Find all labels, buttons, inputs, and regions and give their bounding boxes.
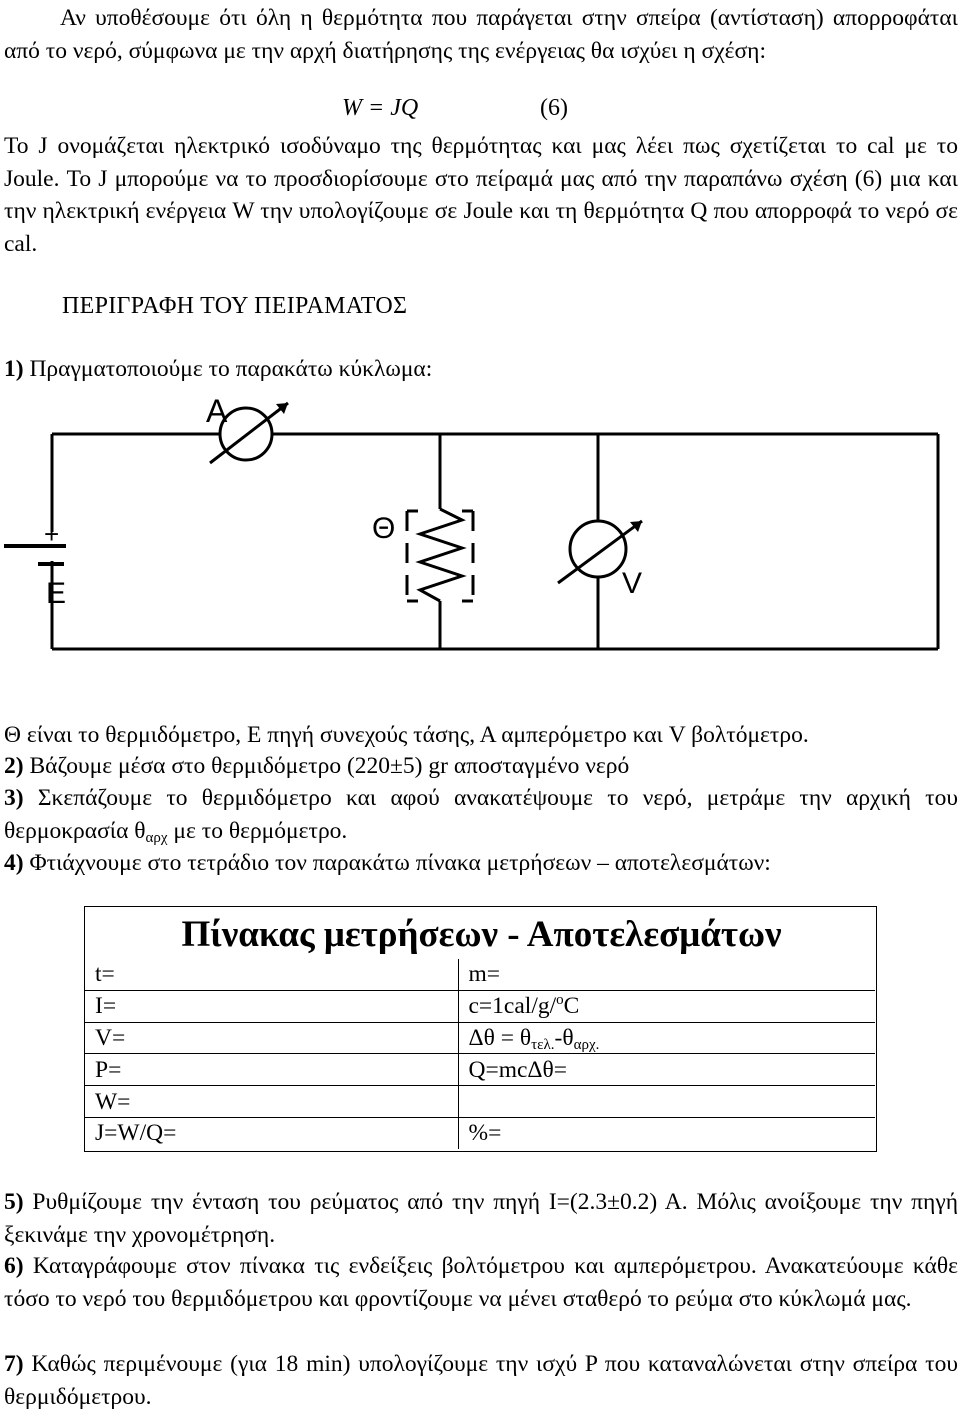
- voltmeter-label: V: [622, 567, 643, 600]
- table-cell: t=: [85, 959, 458, 990]
- step-text-end: με το θερμόμετρο.: [167, 817, 348, 844]
- calorimeter-label: Θ: [372, 512, 396, 545]
- cell-text-mid: -θ: [554, 1024, 574, 1051]
- step-text: Καταγράφουμε στον πίνακα τις ενδείξεις βολτόμετρου και αμπερόμετρου. Ανακατεύουμε κάθε τόσο το νερό του θερμιδόμετρου και φροντίζουμε να μένει σταθερό το ρεύμα στο κύκλωμά μας.: [4, 1253, 958, 1312]
- step-3: [4, 782, 958, 847]
- step-4: [4, 847, 958, 880]
- circuit-diagram: [0, 385, 960, 685]
- equation-6: [0, 92, 960, 124]
- table-row: [85, 1117, 875, 1148]
- step-number: 1): [4, 356, 24, 382]
- cell-superscript: o: [556, 992, 564, 1009]
- step-number: 6): [4, 1253, 24, 1279]
- ammeter-label: A: [206, 393, 228, 429]
- table-title: Πίνακας μετρήσεων - Αποτελεσμάτων: [181, 914, 782, 955]
- step-number: 4): [4, 850, 24, 876]
- intro-paragraph-1: Αν υποθέσουμε ότι όλη η θερμότητα που παράγεται στην σπείρα (αντίσταση) απορροφάται από το νερό, σύμφωνα με την αρχή διατήρησης της ενέργειας θα ισχύει η σχέση:: [4, 5, 958, 64]
- battery-plus-sign: +: [44, 519, 60, 549]
- step-number: 3): [4, 785, 24, 811]
- table-row: [85, 1054, 875, 1086]
- step-text: Φτιάχνουμε στο τετράδιο τον παρακάτω πίνακα μετρήσεων – αποτελεσμάτων:: [29, 850, 771, 876]
- step-text: Καθώς περιμένουμε (για 18 min) υπολογίζουμε την ισχύ P που καταναλώνεται στην σπείρα του θερμιδόμετρου.: [4, 1351, 958, 1410]
- table-cell: [458, 1022, 875, 1054]
- step-2: [4, 750, 958, 783]
- step-1: [4, 353, 958, 386]
- step-number: 5): [4, 1189, 24, 1215]
- equation-number: (6): [540, 95, 568, 121]
- table-row: [85, 959, 875, 990]
- cell-text: Δθ = θ: [468, 1024, 532, 1051]
- calorimeter-symbol: [407, 509, 473, 601]
- table-cell: [458, 1086, 875, 1118]
- step-7: [4, 1348, 958, 1413]
- section-heading: ΠΕΡΙΓΡΑΦΗ ΤΟΥ ΠΕΙΡΑΜΑΤΟΣ: [62, 293, 408, 319]
- table-cell: I=: [85, 990, 458, 1022]
- table-cell: J=W/Q=: [85, 1117, 458, 1148]
- step-5: [4, 1186, 958, 1251]
- step-text: Σκεπάζουμε το θερμιδόμετρο και αφού ανακατέψουμε το νερό, μετράμε την αρχική του θερμοκρασία θ: [4, 785, 959, 844]
- table-cell: m=: [458, 959, 875, 990]
- table-row: [85, 990, 875, 1022]
- intro-paragraph-2: Το J ονομάζεται ηλεκτρικό ισοδύναμο της θερμότητας και μας λέει πως σχετίζεται το cal με το Joule. Το J μπορούμε να το προσδιορίσουμε στο πείραμά μας από την παραπάνω σχέση (6) μια και την ηλεκτρική ενέργεια W την υπολογίζουμε σε Joule και τη θερμότητα Q που απορροφά το νερό σε cal.: [4, 133, 958, 257]
- measurements-grid: [85, 959, 875, 1149]
- table-cell: W=: [85, 1086, 458, 1118]
- cell-text: c=1cal/g/: [468, 993, 557, 1020]
- table-row: [85, 1086, 875, 1118]
- step-text: Βάζουμε μέσα στο θερμιδόμετρο (220±5) gr αποσταγμένο νερό: [29, 753, 630, 779]
- table-row: [85, 1022, 875, 1054]
- table-cell: %=: [458, 1117, 875, 1148]
- step-text: Πραγματοποιούμε το παρακάτω κύκλωμα:: [29, 356, 433, 382]
- table-cell: Q=mcΔθ=: [458, 1054, 875, 1086]
- heating-coil-icon: [420, 509, 462, 601]
- table-cell: V=: [85, 1022, 458, 1054]
- source-label: E: [46, 577, 67, 610]
- cell-text-end: C: [563, 993, 580, 1020]
- measurements-table: [84, 906, 877, 1152]
- step-subscript: αρχ: [145, 829, 168, 846]
- table-cell: [458, 990, 875, 1022]
- step-number: 2): [4, 753, 24, 779]
- equation-formula: W = JQ: [342, 95, 419, 121]
- cell-subscript-2: αρχ.: [573, 1036, 600, 1053]
- step-number: 7): [4, 1351, 24, 1377]
- step-6: [4, 1250, 958, 1315]
- circuit-legend: Θ είναι το θερμιδόμετρο, Ε πηγή συνεχούς τάσης, Α αμπερόμετρο και V βολτόμετρο.: [4, 722, 809, 748]
- table-cell: P=: [85, 1054, 458, 1086]
- step-text: Ρυθμίζουμε την ένταση του ρεύματος από την πηγή Ι=(2.3±0.2) Α. Μόλις ανοίξουμε την πηγή ξεκινάμε την χρονομέτρηση.: [4, 1189, 958, 1248]
- cell-subscript: τελ.: [531, 1036, 555, 1053]
